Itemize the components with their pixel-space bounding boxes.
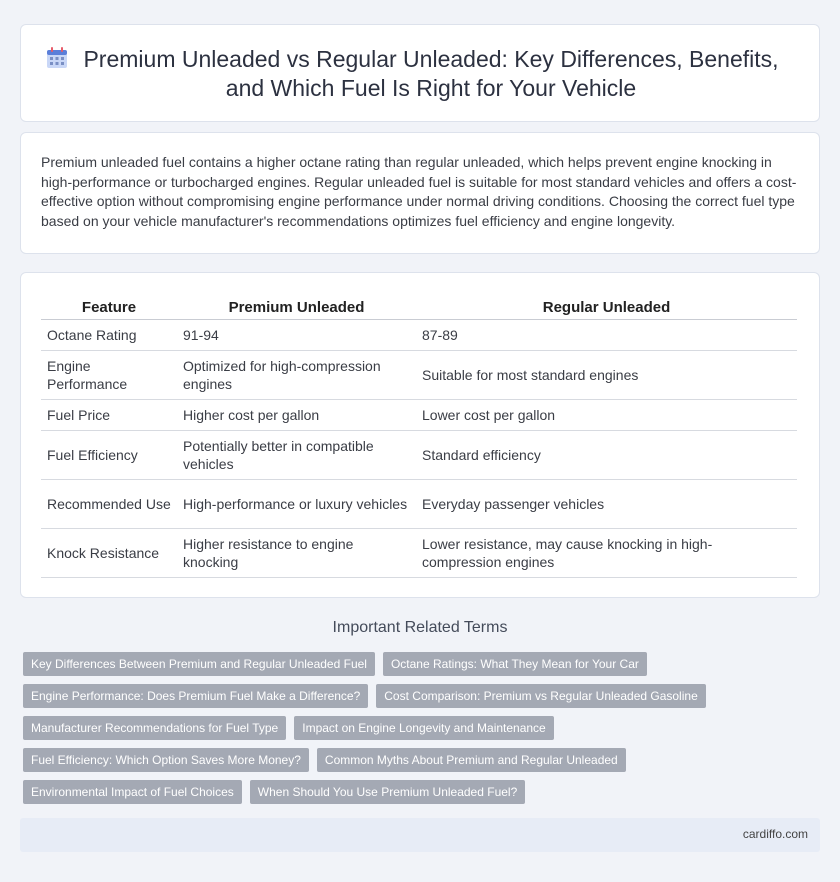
- table-cell: Optimized for high-compression engines: [177, 350, 416, 399]
- table-cell: Octane Rating: [41, 319, 177, 350]
- comparison-table: [41, 293, 797, 578]
- table-cell: Engine Performance: [41, 350, 177, 399]
- header-feature: Feature: [41, 293, 177, 319]
- table-cell: 87-89: [416, 319, 797, 350]
- related-term-tag[interactable]: Common Myths About Premium and Regular Unleaded: [317, 748, 626, 772]
- table-cell: Recommended Use: [41, 479, 177, 528]
- table-cell: Higher cost per gallon: [177, 399, 416, 430]
- table-cell: Lower cost per gallon: [416, 399, 797, 430]
- table-row: [41, 479, 797, 528]
- related-terms-list: [23, 652, 723, 812]
- related-term-tag[interactable]: Manufacturer Recommendations for Fuel Type: [23, 716, 286, 740]
- table-cell: Fuel Efficiency: [41, 430, 177, 479]
- table-cell: Suitable for most standard engines: [416, 350, 797, 399]
- table-cell: Higher resistance to engine knocking: [177, 528, 416, 577]
- header-regular: Regular Unleaded: [416, 293, 797, 319]
- related-term-tag[interactable]: Fuel Efficiency: Which Option Saves More Money?: [23, 748, 309, 772]
- related-term-tag[interactable]: Environmental Impact of Fuel Choices: [23, 780, 242, 804]
- table-cell: Lower resistance, may cause knocking in high-compression engines: [416, 528, 797, 577]
- table-cell: High-performance or luxury vehicles: [177, 479, 416, 528]
- intro-card: [20, 132, 820, 254]
- footer-site-link[interactable]: cardiffo.com: [742, 827, 808, 841]
- footer: [20, 818, 820, 852]
- comparison-table-card: [20, 272, 820, 598]
- table-cell: Everyday passenger vehicles: [416, 479, 797, 528]
- header-card: [20, 24, 820, 122]
- table-header-row: [41, 293, 797, 319]
- related-term-tag[interactable]: Cost Comparison: Premium vs Regular Unleaded Gasoline: [376, 684, 705, 708]
- intro-text: Premium unleaded fuel contains a higher octane rating than regular unleaded, which helps prevent engine knocking in high-performance or turbocharged engines. Regular unleaded fuel is suitable for most standard vehicles and offers a cost-effective option without compromising engine performance under normal driving conditions. Choosing the correct fuel type based on your vehicle manufacturer's recommendations optimizes fuel efficiency and engine longevity.: [41, 154, 797, 229]
- header-premium: Premium Unleaded: [177, 293, 416, 319]
- related-terms-title: Important Related Terms: [332, 619, 508, 636]
- table-cell: 91-94: [177, 319, 416, 350]
- table-cell: Standard efficiency: [416, 430, 797, 479]
- table-row: [41, 528, 797, 577]
- table-cell: Potentially better in compatible vehicles: [177, 430, 416, 479]
- related-term-tag[interactable]: Key Differences Between Premium and Regular Unleaded Fuel: [23, 652, 375, 676]
- page-title: Premium Unleaded vs Regular Unleaded: Key Differences, Benefits, and Which Fuel Is Right for Your Vehicle: [83, 46, 779, 101]
- table-row: [41, 319, 797, 350]
- related-term-tag[interactable]: Impact on Engine Longevity and Maintenance: [294, 716, 554, 740]
- table-row: [41, 350, 797, 399]
- table-cell: Fuel Price: [41, 399, 177, 430]
- related-term-tag[interactable]: Octane Ratings: What They Mean for Your Car: [383, 652, 647, 676]
- table-row: [41, 430, 797, 479]
- table-cell: Knock Resistance: [41, 528, 177, 577]
- table-row: [41, 399, 797, 430]
- related-term-tag[interactable]: Engine Performance: Does Premium Fuel Make a Difference?: [23, 684, 368, 708]
- related-term-tag[interactable]: When Should You Use Premium Unleaded Fuel?: [250, 780, 526, 804]
